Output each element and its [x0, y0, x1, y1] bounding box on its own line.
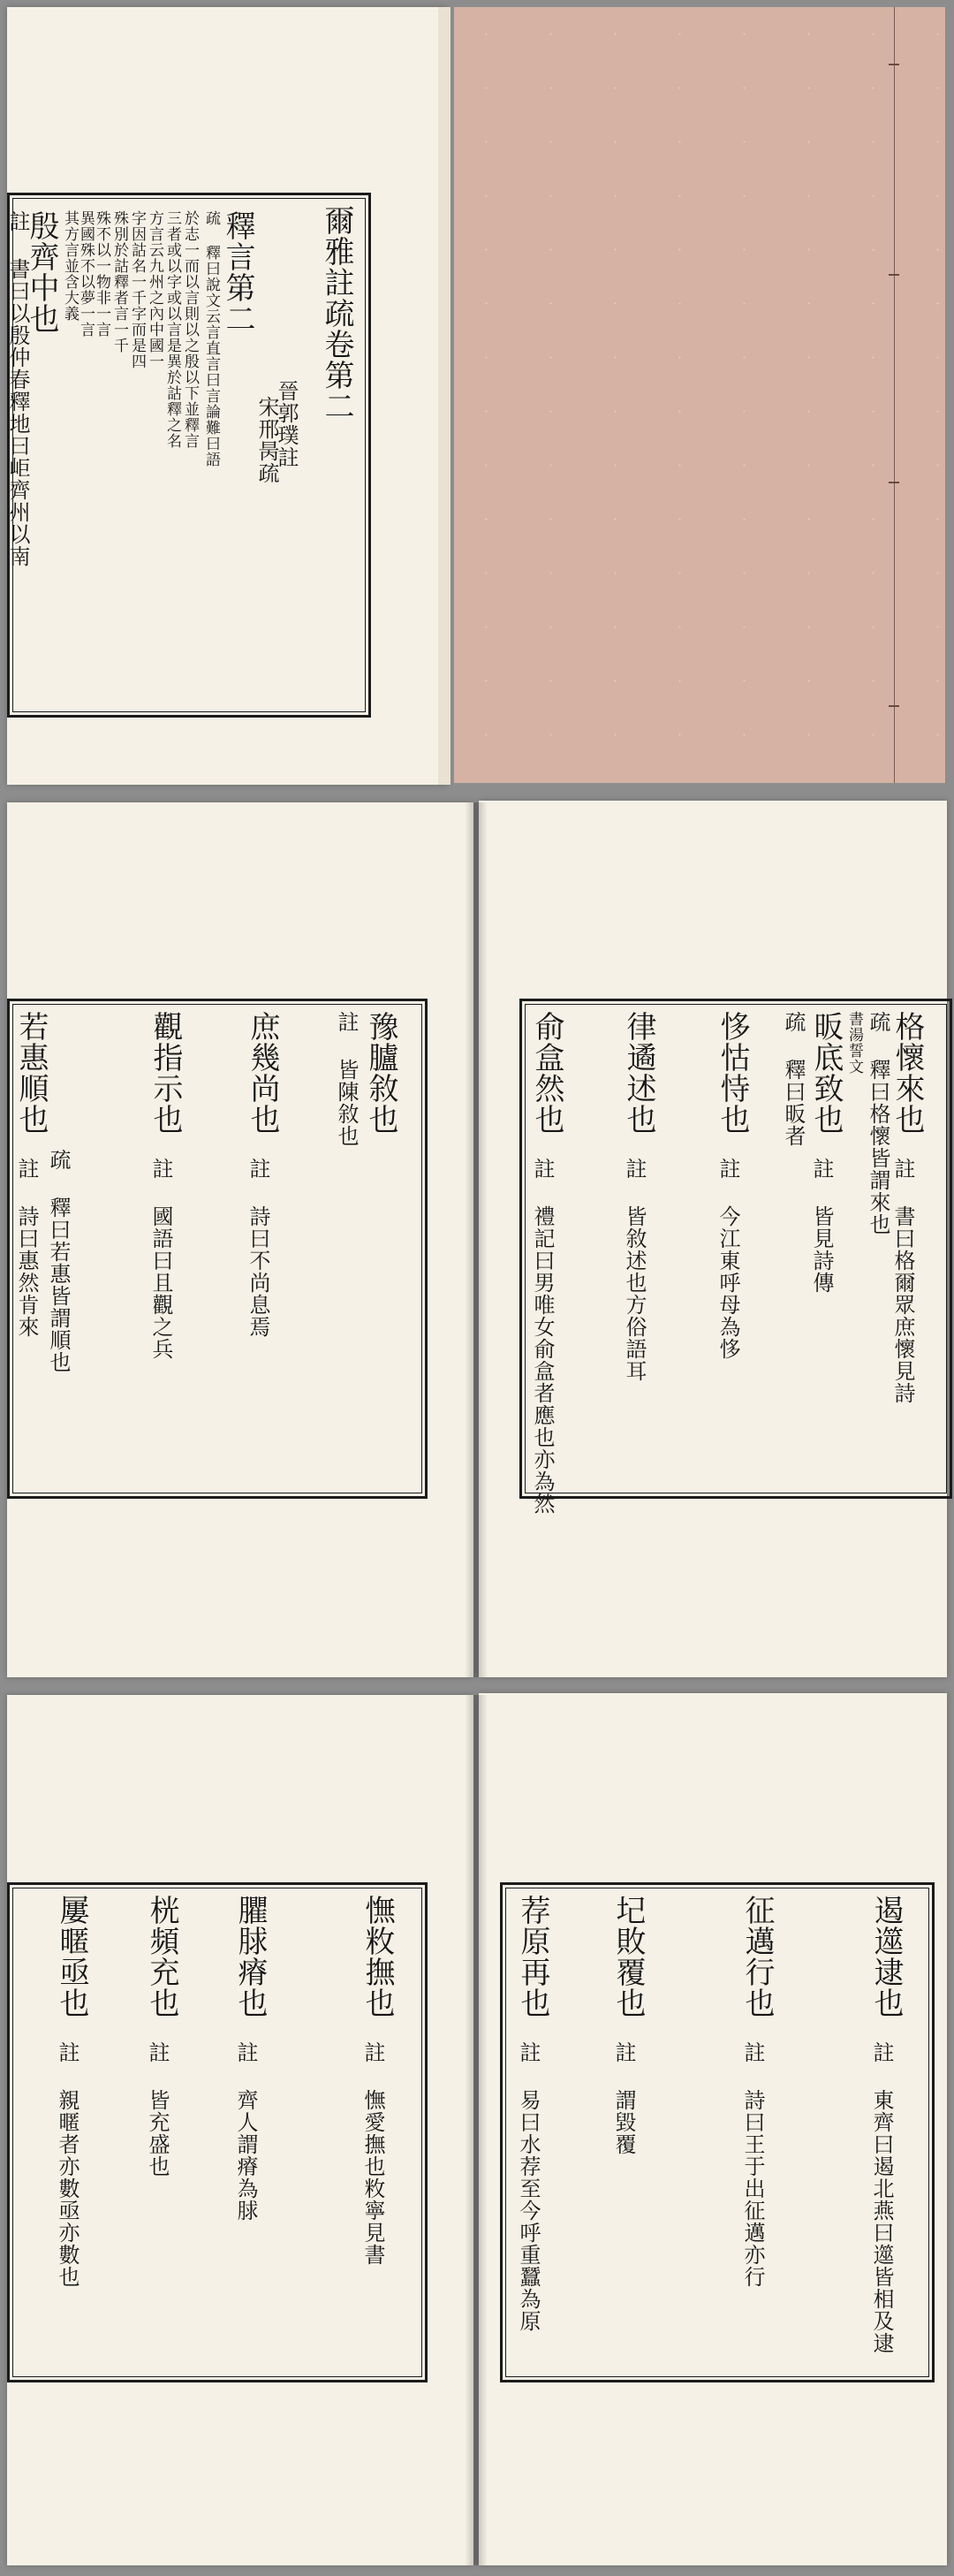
annotation-column: 註 皆敘述也方俗語耳 [622, 1158, 647, 1382]
book-title: 爾雅註疏卷第二 [319, 205, 354, 422]
main-text-column: 恀怙恃也 [715, 1011, 750, 1135]
commentary-column: 疏 釋曰格懷皆謂來也 [866, 1011, 890, 1235]
spread-3 [0, 1688, 954, 2576]
commentator-xing: 宋邢昺疏 [254, 396, 279, 484]
annotation-column: 註 東齊曰遏北燕曰遾皆相及逮 [869, 2041, 894, 2354]
annotation-column: 註 齊人謂瘠為脙 [233, 2041, 258, 2222]
main-text-column: 觀指示也 [148, 1011, 183, 1135]
commentary-column: 書湯誓文 [845, 1011, 863, 1075]
annotation-column: 註 皆充盛也 [145, 2041, 170, 2177]
main-text-column: 庶幾尚也 [245, 1011, 280, 1135]
spread-2 [0, 795, 954, 1688]
annotation-column: 註 國語曰且觀之兵 [148, 1158, 173, 1360]
annotation-column: 註 易曰水荐至今呼重蠶為原 [516, 2041, 541, 2332]
main-text-column: 殷齊中也 [24, 210, 59, 334]
binding-hole [889, 274, 899, 276]
main-text-column: 格懷來也 [890, 1011, 925, 1135]
commentary-column: 字因詁名一千字而是四 [128, 210, 146, 369]
annotation-column: 註 謂毀覆 [611, 2041, 636, 2155]
commentary-column: 方言云九州之內中國一 [146, 210, 163, 369]
annotation-column: 註 憮愛撫也敉寧見書 [360, 2041, 385, 2266]
annotation-column: 註 書曰格爾眾庶懷見詩 [890, 1158, 915, 1404]
annotation-column: 註 詩曰王于出征邁亦行 [740, 2041, 765, 2288]
commentary-column: 疏 釋曰若惠皆謂順也 [46, 1149, 71, 1373]
main-text-column: 豫臚敘也 [363, 1011, 398, 1135]
annotation-column: 註 皆見詩傳 [809, 1158, 834, 1294]
commentary-column: 殊不以一物非一言 [93, 210, 110, 338]
binding-hole [889, 705, 899, 707]
book-gutter [465, 1695, 488, 2565]
binding-hole [889, 482, 899, 483]
main-text-column: 臞脙瘠也 [232, 1895, 268, 2018]
main-text-column: 屢暱亟也 [54, 1895, 89, 2018]
book-gutter [465, 802, 488, 1677]
commentator-guo: 晉郭璞註 [274, 380, 299, 468]
commentary-column: 其方言並含大義 [61, 210, 79, 322]
annotation-column: 註 今江東呼母為恀 [716, 1158, 740, 1360]
main-text-column: 遏遾逮也 [868, 1895, 904, 2018]
commentary-column: 三者或以字或以言是異於詁釋之名 [163, 210, 181, 449]
annotation-column: 註 詩曰不尚息焉 [246, 1158, 270, 1338]
main-text-column: 律遹述也 [621, 1011, 656, 1135]
commentary-column: 疏 釋曰昄者 [781, 1011, 806, 1147]
main-text-column: 憮敉撫也 [360, 1895, 395, 2018]
commentary-column: 異國殊不以夢一言 [77, 210, 95, 338]
main-text-column: 昄底致也 [808, 1011, 844, 1135]
chapter-heading: 釋言第二 [220, 210, 255, 334]
page-edge [438, 7, 450, 785]
binding-hole [889, 64, 899, 65]
commentary-column: 殊別於詁釋者言一千 [110, 210, 128, 353]
annotation-column: 註 親暱者亦數亟亦數也 [55, 2041, 80, 2288]
annotation-column: 註 皆陳敘也 [334, 1011, 359, 1147]
main-text-column: 桄頻充也 [144, 1895, 179, 2018]
main-text-column: 若惠順也 [13, 1011, 49, 1135]
annotation-column: 註 詩曰惠然肯來 [14, 1158, 39, 1338]
book-cover [454, 7, 945, 783]
annotation-column: 註 書曰以殷仲春釋地曰岠齊州以南 [5, 210, 30, 567]
main-text-column: 圮敗覆也 [610, 1895, 646, 2018]
main-text-column: 俞盒然也 [529, 1011, 564, 1135]
chapter-note: 疏 釋曰說文云言直言曰言論難曰語 [202, 210, 220, 467]
spread-1 [0, 0, 954, 795]
commentary-column: 於志一而以言則以之殷以下並釋言 [181, 210, 199, 449]
main-text-column: 荐原再也 [515, 1895, 550, 2018]
annotation-column: 註 禮記曰男唯女俞盒者應也亦為然 [530, 1158, 555, 1515]
binding-thread [894, 7, 895, 783]
main-text-column: 征邁行也 [739, 1895, 775, 2018]
